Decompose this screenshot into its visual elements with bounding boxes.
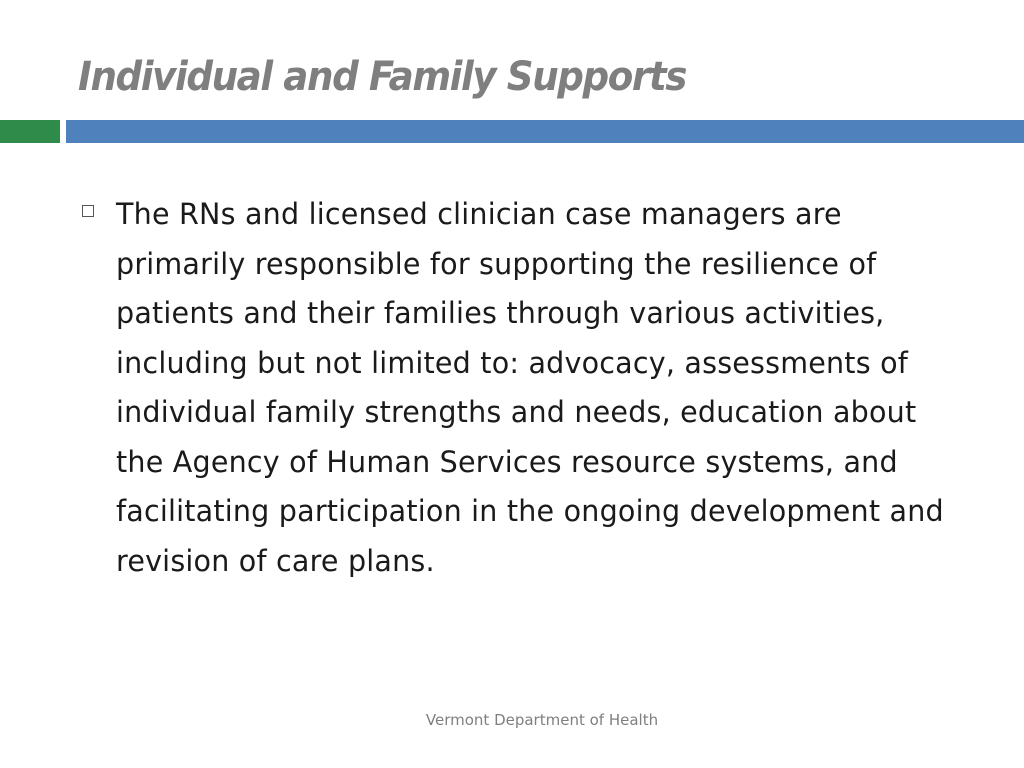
footer-text: Vermont Department of Health: [425, 711, 659, 729]
bullet-text: The RNs and licensed clinician case managers are primarily responsible for supporting the resilience of patients and their families through various activities, including but not limited to: advocacy, assessments of individual family strengths and needs, education about the Agency of Human Services resource systems, and facilitating participation in the ongoing development and revision of care plans.: [116, 197, 944, 578]
bullet-item: [80, 190, 960, 586]
slide-title: Individual and Family Supports: [78, 54, 687, 100]
accent-bar-green: [0, 120, 60, 143]
bullet-list: [80, 190, 960, 586]
accent-bar-blue: [66, 120, 1024, 143]
square-bullet-icon: [82, 205, 94, 217]
